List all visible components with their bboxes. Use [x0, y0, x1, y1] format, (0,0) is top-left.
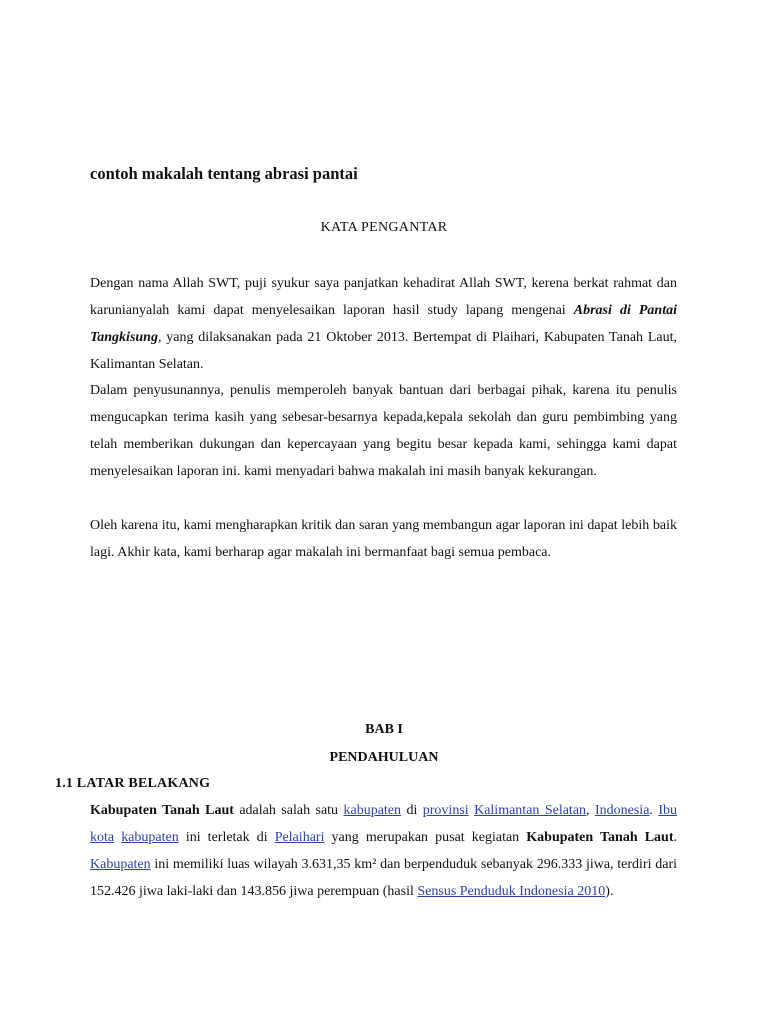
kata-pengantar-paragraph-2: Dalam penyusunannya, penulis memperoleh banyak bantuan dari berbagai pihak, karena itu penulis mengucapkan terima kasih yang sebesar-besarnya kepada,kepala sekolah dan guru pembimbing yang telah memberikan dukungan dan kepercayaan yang begitu besar kepada kami, sehingga kami dapat menyelesaikan laporan ini. kami menyadari bahwa makalah ini masih banyak kekurangan. — [90, 383, 677, 479]
chapter-number: BAB I — [365, 722, 403, 737]
link-provinsi[interactable]: provinsi — [422, 803, 469, 818]
paragraph-text: di — [401, 803, 423, 818]
paragraph-text: ). — [605, 884, 614, 899]
paragraph-text: adalah salah satu — [233, 803, 344, 818]
link-ibu-kota[interactable]: Ibu kota — [90, 803, 678, 845]
latar-belakang-paragraph — [90, 797, 677, 905]
paragraph-text: yang merupakan pusat kegiatan — [324, 830, 527, 845]
link-pelaihari[interactable]: Pelaihari — [274, 830, 325, 845]
link-kabupaten-3[interactable]: Kabupaten — [90, 857, 151, 872]
bold-text: Kabupaten Tanah Laut — [526, 830, 674, 845]
paragraph-text: ini memiliki luas wilayah 3.631,35 km² dan berpenduduk sebanyak 296.333 jiwa, terdiri dari 152.426 jiwa laki-laki dan 143.856 jiwa perempuan (hasil — [90, 857, 677, 899]
paragraph-text: , yang dilaksanakan pada 21 Oktober 2013. Bertempat di Plaihari, Kabupaten Tanah Laut, Kalimantan Selatan. — [90, 330, 677, 372]
kata-pengantar-heading: KATA PENGANTAR — [320, 220, 448, 235]
bold-text: Kabupaten Tanah Laut — [90, 803, 234, 818]
link-indonesia[interactable]: Indonesia — [594, 803, 650, 818]
paragraph-text: . — [673, 830, 677, 845]
kata-pengantar-paragraph-3: Oleh karena itu, kami mengharapkan kritik dan saran yang membangun agar laporan ini dapat lebih baik lagi. Akhir kata, kami berharap agar makalah ini bermanfaat bagi semua pembaca. — [90, 518, 677, 560]
emphasis-text: Abrasi di Pantai Tangkisung — [90, 303, 677, 345]
section-heading: 1.1 LATAR BELAKANG — [55, 776, 211, 791]
link-kalimantan-selatan[interactable]: Kalimantan Selatan — [474, 803, 587, 818]
link-sensus-penduduk[interactable]: Sensus Penduduk Indonesia 2010 — [417, 884, 606, 899]
paragraph-text: ini terletak di — [178, 830, 275, 845]
paragraph-text: . — [649, 803, 659, 818]
paragraph-text: , — [586, 803, 595, 818]
kata-pengantar-paragraph-1 — [90, 270, 677, 378]
paragraph-text: Dengan nama Allah SWT, puji syukur saya panjatkan kehadirat Allah SWT, kerena berkat rahmat dan karunianyalah kami dapat menyelesaikan laporan hasil study lapang mengenai — [90, 276, 677, 318]
document-title: contoh makalah tentang abrasi pantai — [90, 164, 358, 183]
link-kabupaten[interactable]: kabupaten — [343, 803, 402, 818]
chapter-title: PENDAHULUAN — [329, 750, 439, 765]
link-kabupaten-2[interactable]: kabupaten — [121, 830, 179, 845]
